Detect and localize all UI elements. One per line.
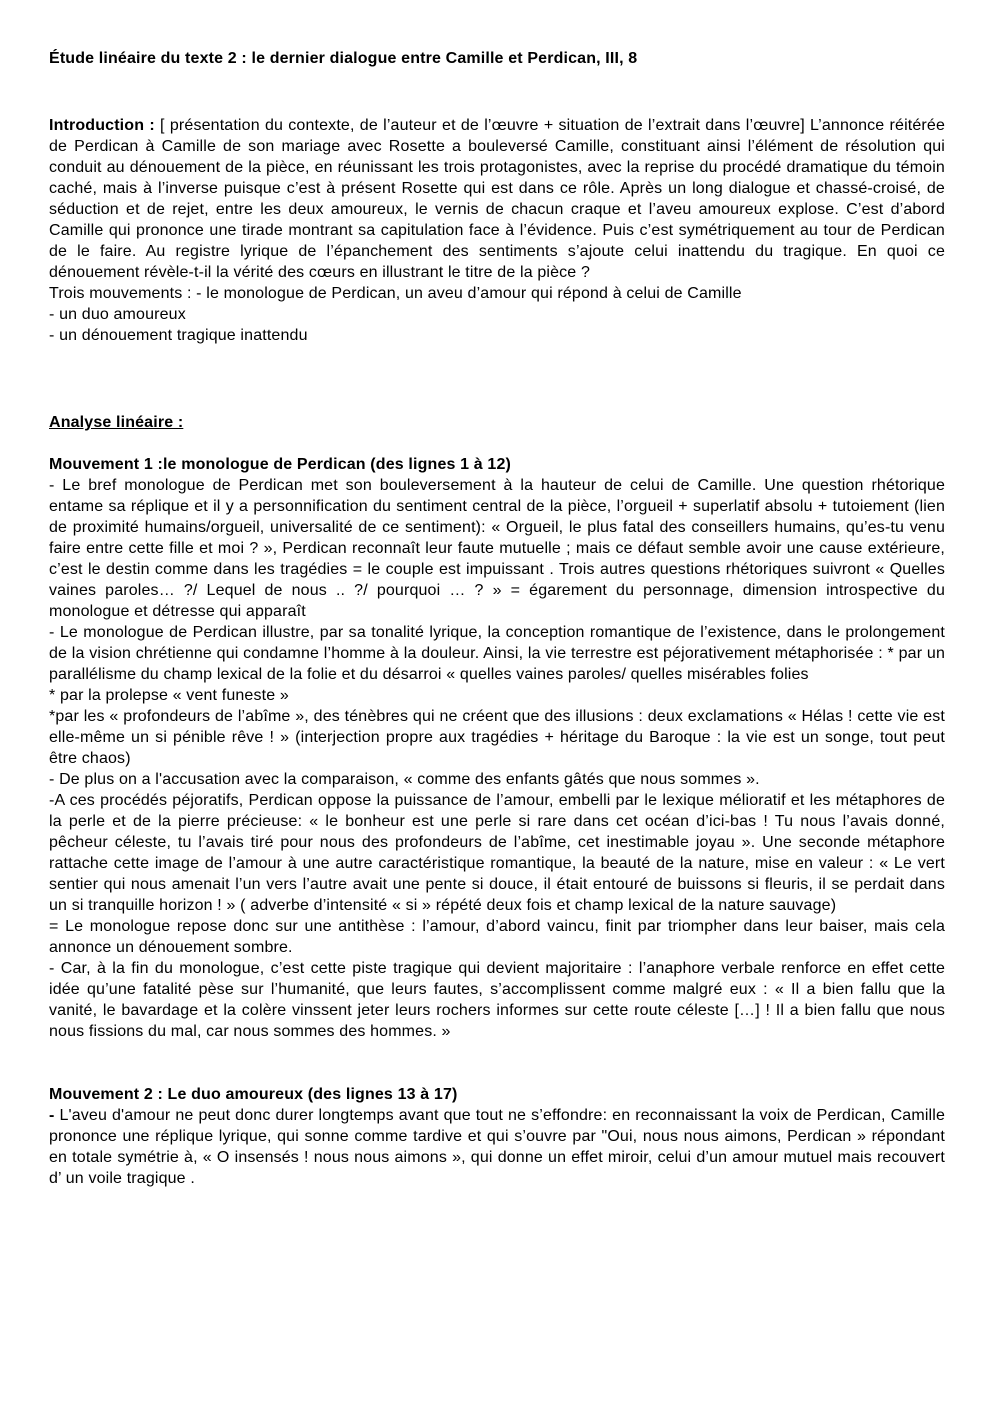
movement1-paragraph-5: - De plus on a l'accusation avec la comparaison, « comme des enfants gâtés que nous sommes ». [49,771,760,788]
page-title: Étude linéaire du texte 2 : le dernier dialogue entre Camille et Perdican, III, 8 [49,50,638,67]
movement2-text: L'aveu d'amour ne peut donc durer longtemps avant que tout ne s’effondre: en reconnaissant la voix de Perdican, Camille prononce une réplique lyrique, qui sonne comme tardive et qui s’ouvre par "Oui, nous nous aimons, Perdican » répondant en totale symétrie à, « O insensés ! nous nous aimons », qui donne un effet miroir, celui d’un amour mutuel mais recouvert d’ un voile tragique . [49,1107,945,1187]
introduction-paragraph [49,115,945,283]
movement1-heading: Mouvement 1 :le monologue de Perdican (des lignes 1 à 12) [49,456,511,473]
introduction-text: [ présentation du contexte, de l’auteur et de l’œuvre + situation de l’extrait dans l’œuvre] L’annonce réitérée de Perdican à Camille de son mariage avec Rosette a bouleversé Camille, constituant ainsi l’élément de résolution qui conduit au dénouement de la pièce, en réunissant les trois protagonistes, avec la reprise du procédé dramatique du témoin caché, mais à l’inverse puisque c’est à présent Rosette qui est dans ce rôle. Après un long dialogue et chassé-croisé, de séduction et de rejet, entre les deux amoureux, le vernis de chacun craque et l’aveu amoureux explose. C’est d’abord Camille qui prononce une tirade montrant sa capitulation face à l’évidence. Puis c’est symétriquement au tour de Perdican de le faire. Au registre lyrique de l’épanchement des sentiments s’ajoute celui inattendu du tragique. En quoi ce dénouement révèle-t-il la vérité des cœurs en illustrant le titre de la pièce ? [49,117,945,281]
movement1-paragraph-8: - Car, à la fin du monologue, c’est cette piste tragique qui devient majoritaire : l’anaphore verbale renforce en effet cette idée qu’une fatalité pèse sur l’humanité, que leurs fautes, s’accomplissent comme malgré eux : « Il a bien fallu que la vanité, le bavardage et la colère vinssent jeter leurs rochers informes sur cette route céleste […] ! Il a bien fallu que nous nous fissions du mal, car nous sommes des hommes. » [49,960,945,1040]
movement2-lead-dash: - [49,1107,55,1124]
introduction-label: Introduction : [49,117,155,134]
movement2-paragraph [49,1105,945,1189]
plan-line-duo: - un duo amoureux [49,306,186,323]
movement1-paragraph-4: *par les « profondeurs de l’abîme », des ténèbres qui ne créent que des illusions : deux exclamations « Hélas ! cette vie est elle-même un si pénible rêve ! » (interjection propre aux tragédies + héritage du Baroque : la vie est un songe, tout peut être chaos) [49,708,945,767]
movement1-paragraph-3: * par la prolepse « vent funeste » [49,687,289,704]
movement2-heading: Mouvement 2 : Le duo amoureux (des lignes 13 à 17) [49,1086,458,1103]
movement1-paragraph-7: = Le monologue repose donc sur une antithèse : l’amour, d’abord vaincu, finit par triompher dans leur baiser, mais cela annonce un dénouement sombre. [49,918,945,956]
movement1-paragraph-1: - Le bref monologue de Perdican met son bouleversement à la hauteur de celui de Camille. Une question rhétorique entame sa réplique et il y a personnification du sentiment central de la pièce, l’orgueil + superlatif absolu + tutoiement (lien de proximité humains/orgueil, universalité de ce sentiment): « Orgueil, le plus fatal des conseillers humains, qu’es-tu venu faire entre cette fille et moi ? », Perdican reconnaît leur faute mutuelle ; mais ce défaut semble avoir une cause extérieure, c’est le destin comme dans les tragédies = le couple est impuissant . Trois autres questions rhétoriques suivront « Quelles vaines paroles… ?/ Lequel de nous .. ?/ pourquoi … ? » = égarement du personnage, dimension introspective du monologue et détresse qui apparaît [49,477,945,620]
plan-line-movements: Trois mouvements : - le monologue de Perdican, un aveu d’amour qui répond à celui de Camille [49,285,742,302]
movement1-paragraph-2: - Le monologue de Perdican illustre, par sa tonalité lyrique, la conception romantique de l’existence, dans le prolongement de la vision chrétienne qui condamne l’homme à la douleur. Ainsi, la vie terrestre est péjorativement métaphorisée : * par un parallélisme du champ lexical de la folie et du désarroi « quelles vaines paroles/ quelles misérables folies [49,624,945,683]
plan-line-denouement: - un dénouement tragique inattendu [49,327,308,344]
analysis-heading: Analyse linéaire : [49,414,184,431]
movement1-paragraph-6: -A ces procédés péjoratifs, Perdican oppose la puissance de l’amour, embelli par le lexique mélioratif et les métaphores de la perle et de la pierre précieuse: « le bonheur est une perle si rare dans cet océan d’ici-bas ! Tu nous l’avais donné, pêcheur céleste, tu l’avais tiré pour nous des profondeurs de l’abîme, cet inestimable joyau ». Une seconde métaphore rattache cette image de l’amour à une autre caractéristique romantique, la beauté de la nature, mise en valeur : « Le vert sentier qui nous amenait l’un vers l’autre avait une pente si douce, il était entouré de buissons si fleuris, il se perdait dans un si tranquille horizon ! » ( adverbe d’intensité « si » répété deux fois et champ lexical de la nature sauvage) [49,792,945,914]
